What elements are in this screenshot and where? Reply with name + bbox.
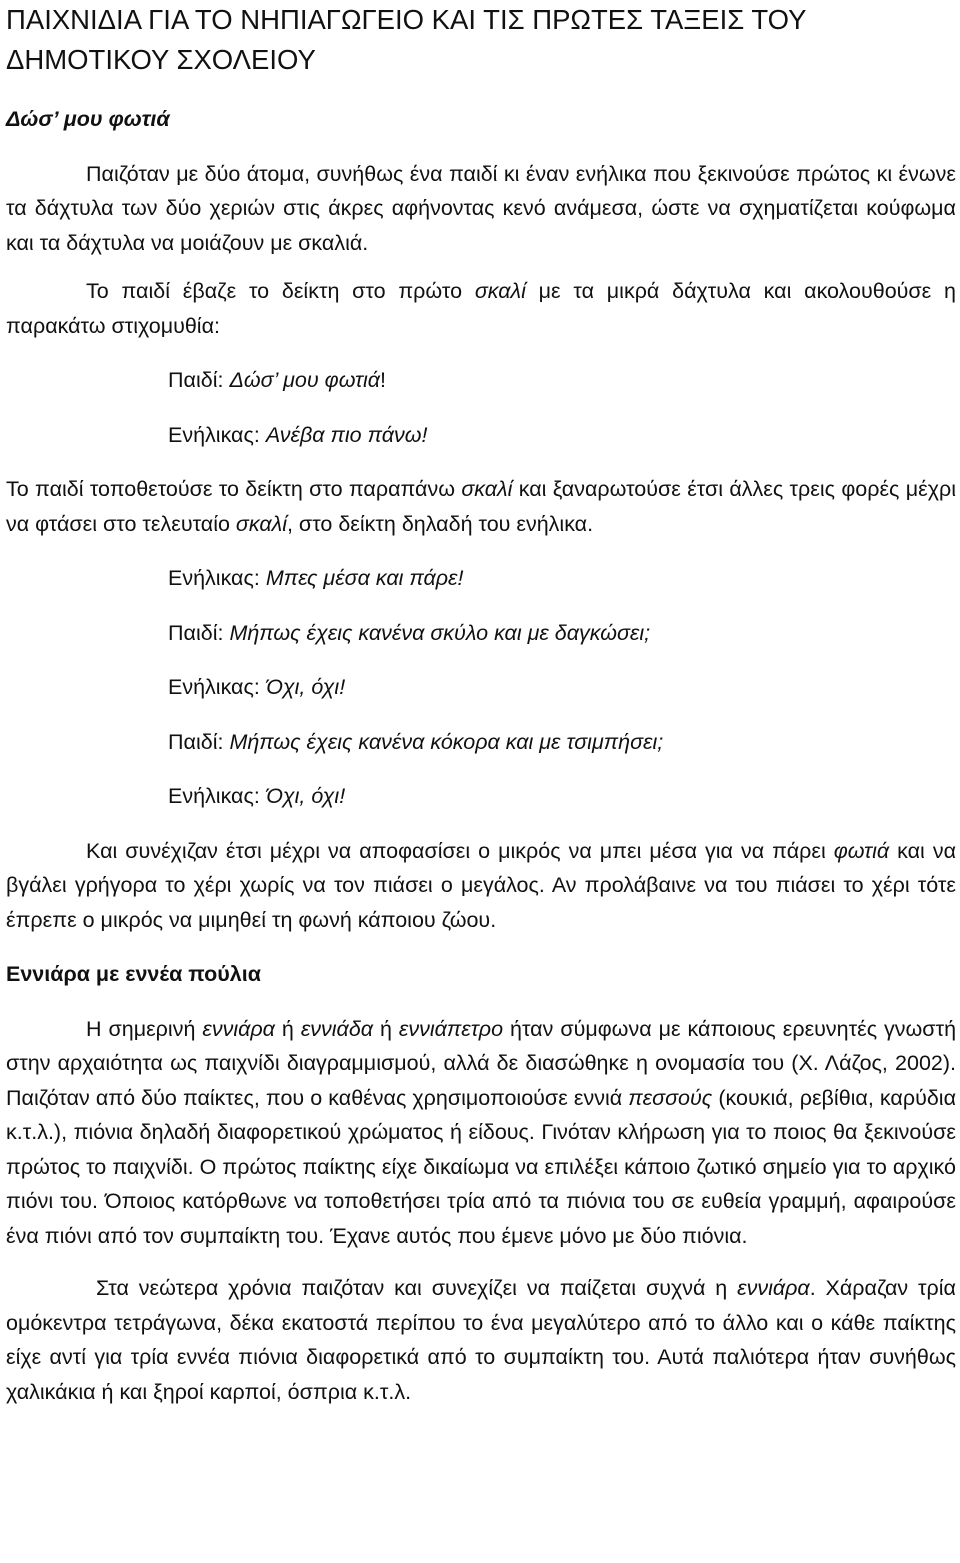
dialogue-line-1: Παιδί: Δώσ’ μου φωτιά! bbox=[168, 368, 387, 392]
title-line-2: ΔΗΜΟΤΙΚΟΥ ΣΧΟΛΕΙΟΥ bbox=[6, 44, 316, 75]
game2-paragraph-2: Στα νεώτερα χρόνια παιζόταν και συνεχίζει να παίζεται συχνά η εννιάρα. Χάραζαν τρία ομόκεντρα τετράγωνα, δέκα εκατοστά περίπου το ένα μεγαλύτερο από το άλλο και ο κάθε παίκτης είχε αντί για τρία εννέα πιόνια διαφορετικά από το συμπαίκτη του. Αυτά παλιότερα ήταν συνήθως χαλικάκια ή και ξηροί καρποί, όσπρια κ.τ.λ. bbox=[6, 1276, 956, 1404]
document-title bbox=[6, 0, 956, 80]
dialogue-line-4: Παιδί: Μήπως έχεις κανένα σκύλο και με δαγκώσει; bbox=[168, 620, 651, 645]
dialogue-line-6: Παιδί: Μήπως έχεις κανένα κόκορα και με τσιμπήσει; bbox=[168, 729, 664, 754]
dialogue-line-3: Ενήλικας: Μπες μέσα και πάρε! bbox=[168, 566, 464, 590]
game1-heading: Δώσ’ μου φωτιά bbox=[6, 107, 170, 131]
dialogue-line-7: Ενήλικας: Όχι, όχι! bbox=[168, 784, 346, 808]
game1-paragraph-4: Και συνέχιζαν έτσι μέχρι να αποφασίσει ο μικρός να μπει μέσα για να πάρει φωτιά και να βγάλει γρήγορα το χέρι χωρίς να τον πιάσει ο μεγάλος. Αν προλάβαινε να του πιάσει το χέρι τότε έπρεπε ο μικρός να μιμηθεί τη φωνή κάποιου ζώου. bbox=[6, 838, 957, 932]
title-line-1: ΠΑΙΧΝΙΔΙΑ ΓΙΑ ΤΟ ΝΗΠΙΑΓΩΓΕΙΟ ΚΑΙ ΤΙΣ ΠΡΩΤΕΣ ΤΑΞΕΙΣ ΤΟΥ bbox=[6, 4, 807, 35]
game1-paragraph-1: Παιζόταν με δύο άτομα, συνήθως ένα παιδί κι έναν ενήλικα που ξεκινούσε πρώτος κι ένωνε τα δάχτυλα των δύο χεριών στις άκρες αφήνοντας κενό ανάμεσα, ώστε να σχηματίζεται κούφωμα και τα δάχτυλα να μοιάζουν με σκαλιά. bbox=[6, 161, 956, 255]
game2-paragraph-1: Η σημερινή εννιάρα ή εννιάδα ή εννιάπετρο ήταν σύμφωνα με κάποιους ερευνητές γνωστή στην αρχαιότητα ως παιχνίδι διαγραμμισμού, αλλά δε διασώθηκε η ονομασία του (Χ. Λάζος, 2002). Παιζόταν από δύο παίκτες, που ο καθένας χρησιμοποιούσε εννιά πεσσούς (κουκιά, ρεβίθια, καρύδια κ.τ.λ.), πιόνια δηλαδή διαφορετικού χρώματος ή είδους. Γινόταν κλήρωση για το ποιος θα ξεκινούσε πρώτος το παιχνίδι. Ο πρώτος παίκτης είχε δικαίωμα να επιλέξει κάποιο ζωτικό σημείο για το αρχικό πιόνι του. Όποιος κατόρθωνε να τοποθετήσει τρία από τα πιόνια του σε ευθεία γραμμή, αφαιρούσε ένα πιόνι από τον συμπαίκτη του. Έχανε αυτός που έμενε μόνο με δύο πιόνια. bbox=[6, 1016, 957, 1248]
dialogue-line-2: Ενήλικας: Ανέβα πιο πάνω! bbox=[168, 422, 428, 447]
dialogue-line-5: Ενήλικας: Όχι, όχι! bbox=[168, 675, 346, 699]
game2-heading: Εννιάρα με εννέα πούλια bbox=[6, 962, 261, 986]
game1-paragraph-3: Το παιδί τοποθετούσε το δείκτη στο παραπάνω σκαλί και ξαναρωτούσε έτσι άλλες τρεις φορές μέχρι να φτάσει στο τελευταίο σκαλί, στο δείκτη δηλαδή του ενήλικα. bbox=[6, 477, 956, 536]
game1-paragraph-2: Το παιδί έβαζε το δείκτη στο πρώτο σκαλί με τα μικρά δάχτυλα και ακολουθούσε η παρακάτω στιχομυθία: bbox=[6, 279, 956, 338]
